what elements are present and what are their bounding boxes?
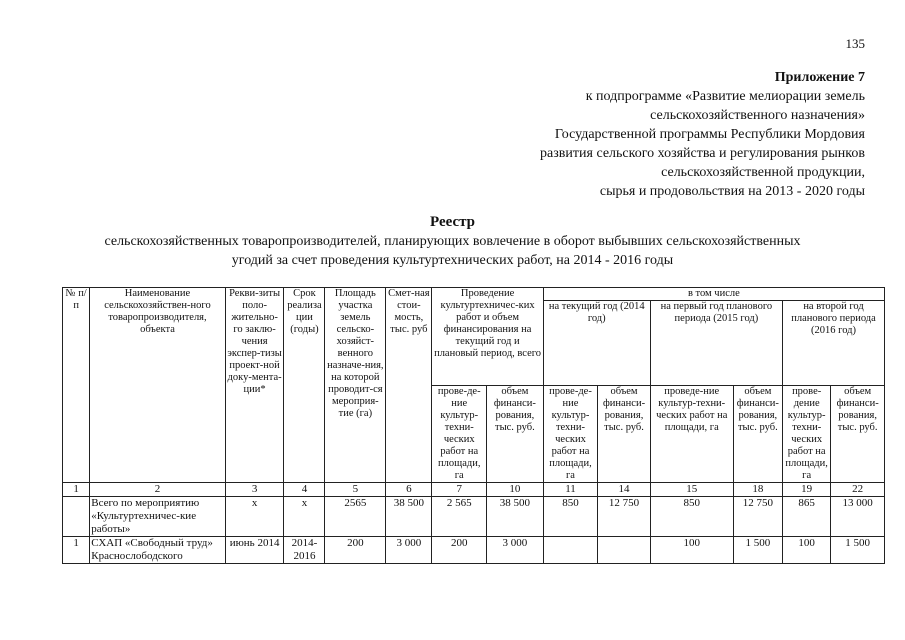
header-sub-work: прове-де-ние культур-техни-ческих работ на площади, га xyxy=(543,386,598,483)
col-number: 15 xyxy=(650,483,733,497)
appendix-line: к подпрограмме «Развитие мелиорации земель xyxy=(585,89,865,104)
cell-first-fin: 1 500 xyxy=(733,537,782,564)
header-no: № п/п xyxy=(63,288,90,483)
cell-first-work: 850 xyxy=(650,497,733,537)
header-sub-fin: объем финанси-рования, тыс. руб. xyxy=(598,386,650,483)
col-number: 22 xyxy=(831,483,885,497)
table-row xyxy=(63,497,885,537)
col-number: 1 xyxy=(63,483,90,497)
cell-no: 1 xyxy=(63,537,90,564)
cell-name: СХАП «Свободный труд» Краснослободского xyxy=(90,537,225,564)
appendix-block xyxy=(385,68,865,201)
column-number-row xyxy=(63,483,885,497)
header-first-year: на первый год планового периода (2015 год) xyxy=(650,301,782,386)
cell-second-work: 100 xyxy=(783,537,831,564)
cell-estimate: 38 500 xyxy=(386,497,432,537)
cell-second-work: 865 xyxy=(783,497,831,537)
title-line: угодий за счет проведения культуртехнических работ, на 2014 - 2016 годы xyxy=(231,253,674,268)
header-second-year: на второй год планового периода (2016 год) xyxy=(783,301,885,386)
header-sub-work: прове-дение культур-техни-ческих работ на площади, га xyxy=(783,386,831,483)
col-number: 10 xyxy=(487,483,544,497)
appendix-line: сырья и продовольствия на 2013 - 2020 годы xyxy=(599,184,865,199)
col-number: 6 xyxy=(386,483,432,497)
cell-name: Всего по мероприятию «Культуртехничес-кие работы» xyxy=(90,497,225,537)
cell-term: 2014-2016 xyxy=(284,537,325,564)
cell-area: 2565 xyxy=(325,497,386,537)
cell-cur-fin xyxy=(598,537,650,564)
cell-area: 200 xyxy=(325,537,386,564)
cell-no xyxy=(63,497,90,537)
header-current-year: на текущий год (2014 год) xyxy=(543,301,650,386)
cell-total-fin: 38 500 xyxy=(487,497,544,537)
col-number: 18 xyxy=(733,483,782,497)
cell-total-work: 2 565 xyxy=(432,497,487,537)
cell-cur-work: 850 xyxy=(543,497,598,537)
col-number: 4 xyxy=(284,483,325,497)
header-row xyxy=(63,288,885,301)
appendix-line: сельскохозяйственного назначения» xyxy=(650,108,865,123)
header-area: Площадь участка земель сельско-хозяйст-венного назначе-ния, на которой проводит-ся мероприя-тие (га) xyxy=(325,288,386,483)
header-total: Проведение культуртехничес-ких работ и объем финансирования на текущий год и плановый период, всего xyxy=(432,288,543,386)
cell-cur-fin: 12 750 xyxy=(598,497,650,537)
col-number: 14 xyxy=(598,483,650,497)
header-sub-work: проведе-ние культур-техни-ческих работ на площади, га xyxy=(650,386,733,483)
header-sub-fin: объем финанси-рования, тыс. руб. xyxy=(831,386,885,483)
col-number: 7 xyxy=(432,483,487,497)
document-title xyxy=(0,213,905,270)
col-number: 11 xyxy=(543,483,598,497)
appendix-line: сельскохозяйственной продукции, xyxy=(661,165,865,180)
cell-estimate: 3 000 xyxy=(386,537,432,564)
cell-total-work: 200 xyxy=(432,537,487,564)
appendix-heading: Приложение 7 xyxy=(774,70,865,85)
header-requisites: Рекви-зиты поло-жительно-го заклю-чения экспер-тизы проект-ной доку-мента-ции* xyxy=(225,288,284,483)
col-number: 2 xyxy=(90,483,225,497)
table-row xyxy=(63,537,885,564)
appendix-line: развития сельского хозяйства и регулирования рынков xyxy=(540,146,865,161)
header-including: в том числе xyxy=(543,288,884,301)
header-estimate: Смет-ная стои-мость, тыс. руб xyxy=(386,288,432,483)
cell-second-fin: 13 000 xyxy=(831,497,885,537)
col-number: 3 xyxy=(225,483,284,497)
cell-first-work: 100 xyxy=(650,537,733,564)
header-sub-fin: объем финанси-рования, тыс. руб. xyxy=(487,386,544,483)
cell-requisites: х xyxy=(225,497,284,537)
cell-requisites: июнь 2014 xyxy=(225,537,284,564)
col-number: 19 xyxy=(783,483,831,497)
title-heading: Реестр xyxy=(429,214,475,230)
header-term: Срок реализа ции (годы) xyxy=(284,288,325,483)
cell-first-fin: 12 750 xyxy=(733,497,782,537)
col-number: 5 xyxy=(325,483,386,497)
header-sub-work: прове-де-ние культур-техни-ческих работ на площади, га xyxy=(432,386,487,483)
page-number: 135 xyxy=(845,36,865,51)
cell-cur-work xyxy=(543,537,598,564)
header-sub-fin: объем финанси-рования, тыс. руб. xyxy=(733,386,782,483)
cell-term: х xyxy=(284,497,325,537)
registry-table xyxy=(62,287,885,564)
appendix-line: Государственной программы Республики Мордовия xyxy=(554,127,865,142)
cell-total-fin: 3 000 xyxy=(487,537,544,564)
title-line: сельскохозяйственных товаропроизводителей, планирующих вовлечение в оборот выбывших сельскохозяйственных xyxy=(104,234,801,249)
header-name: Наименование сельскохозяйствен-ного товаропроизводителя, объекта xyxy=(90,288,225,483)
cell-second-fin: 1 500 xyxy=(831,537,885,564)
